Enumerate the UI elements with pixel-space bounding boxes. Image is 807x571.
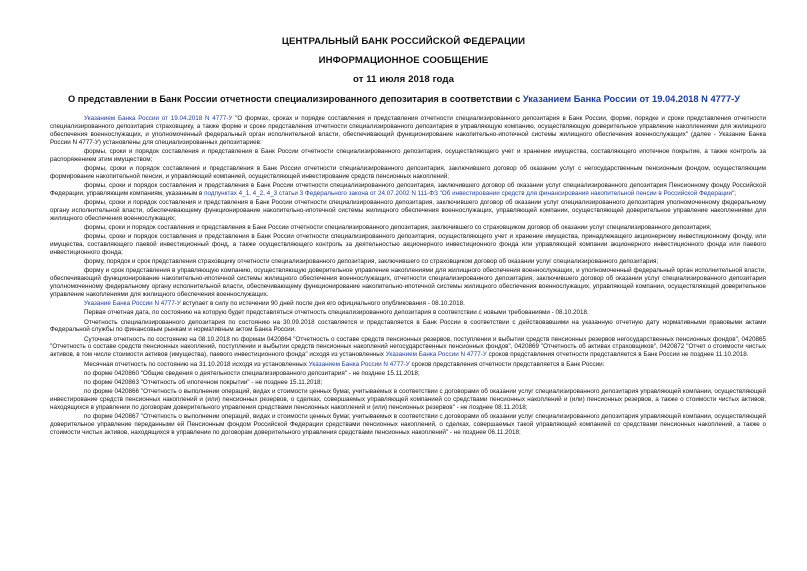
- paragraph-text: формы, сроки и порядок составления и представления в Банк России отчетности специализированного депозитария, осуществляющего учет и хранение имущества, принадлежащего акционерному инвестиционному фонду, или имущества, составляющего паевой инвестиционный фонд, а также осуществляющего контроль за деятельностью акционерного инвестиционного фонда или управляющей компании акционерного инвестиционного фонда или паевого инвестиционного фонда;: [50, 233, 766, 256]
- paragraph-text: Месячная отчетность по состоянию на 31.10.2018 исходя из установленных: [84, 360, 309, 368]
- paragraph-text: "О формах, сроках и порядке составления и представления отчетности специализированного депозитария в Банк России, форме, порядке и сроке представления отчетности специализированного депозитария страховщику, а также форме и сроке представления отчетности специализированного депозитария в управляющую компанию, осуществляющую доверительное управление накоплениями для жилищного обеспечения военнослужащих, и уполномоченный федеральный орган исполнительной власти, обеспечивающий функционирование накопительно-ипотечной системы жилищного обеспечения военнослужащих" (далее - Указание Банка России N 4777-У) установлены для специализированных депозитариев:: [50, 115, 767, 146]
- paragraph: [50, 336, 766, 360]
- paragraph: [50, 233, 766, 257]
- paragraph: [50, 370, 766, 378]
- document-title-link[interactable]: Указанием Банка России от 19.04.2018 N 4777-У: [522, 94, 741, 104]
- paragraph-text: формы, сроки и порядок составления и представления в Банк России отчетности специализированного депозитария, заключившего договор об оказании услуг с негосударственным пенсионным фондом, осуществляющим формирование накопительной пенсии, и управляющей компанией, осуществляющей инвестирование средств пенсионных накоплений;: [50, 164, 766, 180]
- paragraph: [50, 165, 766, 181]
- paragraph-text: формы, сроки и порядок составления и представления в Банк России отчетности специализированного депозитария, заключившего договор об оказании услуг специализированного депозитария уполномоченному федеральному органу исполнительной власти, обеспечивающему функционирование накопительно-ипотечной системы жилищного обеспечения военнослужащих, управляющей компании, осуществляющей доверительное управление накоплениями для жилищного обеспечения военнослужащих;: [50, 199, 766, 222]
- document-link[interactable]: Указанием Банка России N 4777-У: [308, 360, 410, 368]
- paragraph-text: формы, сроки и порядок составления и представления в Банк России отчетности специализированного депозитария, заключившего договор об оказании услуг специализированного депозитария Пенсионному фонду Российской Федерации, управляющим компаниям, указанным в: [50, 181, 766, 197]
- paragraph: [50, 388, 766, 412]
- document-title: [34, 94, 774, 104]
- paragraph: [50, 361, 766, 369]
- document-title-text: О представлении в Банк России отчетности специализированного депозитария в соответствии с: [67, 94, 523, 104]
- paragraph-text: ;: [734, 189, 736, 197]
- paragraph: [50, 300, 766, 308]
- paragraph: [50, 319, 766, 335]
- paragraph-text: сроков представления отчетности представляется в Банк России не позднее 11.10.2018.: [486, 351, 749, 359]
- paragraph-text: форму, порядок и срок представления страховщику отчетности специализированного депозитария, заключившего со страховщиком договор об оказании услуг специализированного депозитария;: [84, 258, 659, 266]
- paragraph-text: по форме 0420866 "Отчетность о выполнении операций, видах и стоимости ценных бумаг, учитываемых в соответствии с договорами об оказании услуг специализированного депозитария управляющей компании, осуществляющей инвестирование средств пенсионных накоплений и (или) пенсионных резервов, о сделках, совершаемых управляющей компанией со средствами пенсионных накоплений и (или) пенсионных резервов, а также о стоимости чистых активов, находящихся в управлении по договорам доверительного управления средствами пенсионных накоплений и (или) пенсионных резервов" - не позднее 08.11.2018;: [50, 388, 766, 411]
- paragraph-text: Отчетность специализированного депозитария по состоянию на 30.09.2018 составляется и представляется в Банк России в соответствии с действовавшими на указанную отчетную дату нормативными правовыми актами Федеральной службы по финансовым рынкам и нормативным актом Банка России.: [50, 318, 766, 334]
- document-link[interactable]: подпунктах 4_1, 4_2, 4_3 статьи 3 Федерального закона от 24.07.2002 N 111-ФЗ "Об инвестировании средств для финансирования накопительной пенсии в Российской Федерации": [204, 189, 735, 197]
- paragraph-text: по форме 0420860 "Общие сведения о деятельности специализированного депозитария" - не позднее 15.11.2018;: [84, 369, 420, 377]
- paragraph: [50, 148, 766, 164]
- paragraph: [50, 182, 766, 198]
- document-link[interactable]: Указание Банка России N 4777-У: [84, 300, 181, 308]
- document-type-heading: ИНФОРМАЦИОННОЕ СООБЩЕНИЕ: [318, 55, 489, 66]
- paragraph: [50, 258, 766, 266]
- paragraph-text: формы, сроки и порядок составления и представления в Банк России отчетности специализированного депозитария, осуществляющего учет и хранение имущества, составляющего ипотечное покрытие, а также контроль за распоряжением этим имуществом;: [50, 147, 766, 163]
- paragraph-text: форму и срок представления в управляющую компанию, осуществляющую доверительное управление накоплениями для жилищного обеспечения военнослужащих, и уполномоченный федеральный орган исполнительной власти, обеспечивающий функционирование накопительно-ипотечной системы жилищного обеспечения военнослужащих, отчетности специализированного депозитария, заключившего договор об оказании услуг специализированного депозитария уполномоченному федеральному органу исполнительной власти, обеспечивающему функционирование накопительно-ипотечной системы жилищного обеспечения военнослужащих, управляющей компании, осуществляющей доверительное управление накоплениями для жилищного обеспечения военнослужащих.: [50, 267, 766, 298]
- paragraph-text: Суточная отчетность по состоянию на 08.10.2018 по формам 0420864 "Отчетность о составе средств пенсионных резервов, поступлении и выбытии средств пенсионных резервов негосударственных пенсионных фондов", 0420865 "Отчетность о составе средств пенсионных накоплений, поступлении и выбытии средств пенсионных накоплений негосударственных пенсионных фондов", 0420869 "Отчетность об активах страховщиков", 0420872 "Отчет о стоимости чистых активов, в том числе стоимости активов (имущества), паевого инвестиционного фонда" исходя из установленных: [50, 335, 766, 359]
- paragraph: [50, 199, 766, 223]
- paragraph: [50, 267, 766, 298]
- document-date: от 11 июля 2018 года: [352, 74, 455, 85]
- paragraph: [50, 379, 766, 387]
- paragraph-text: сроков представления отчетности представляется в Банк России:: [409, 360, 605, 368]
- paragraph-text: вступает в силу по истечении 90 дней после дня его официального опубликования - 08.10.2018.: [180, 300, 465, 308]
- paragraph-text: Первая отчетная дата, по состоянию на которую будет представляться отчетность специализированного депозитария в соответствии с новыми требованиями - 08.10.2018.: [84, 309, 589, 317]
- document-link[interactable]: Указанием Банка России N 4777-У: [385, 351, 487, 359]
- paragraph-text: по форме 0420867 "Отчетность о выполнении операций, видах и стоимости ценных бумаг, учитываемых в соответствии с договорами об оказании услуг специализированного депозитария управляющей компании, осуществляющей доверительное управление переданными ей Пенсионным фондом Российской Федерации средствами пенсионных накоплений, о сделках, совершаемых такой управляющей компанией со средствами пенсионных накоплений, а также о стоимости чистых активов, находящихся в управлении по договорам доверительного управления средствами пенсионных накоплений" - не позднее 06.11.2018;: [50, 413, 766, 436]
- paragraph-text: по форме 0420863 "Отчетность об ипотечном покрытии" - не позднее 15.11.2018;: [84, 379, 323, 387]
- document-link[interactable]: Указанием Банка России от 19.04.2018 N 4777-У: [84, 115, 233, 122]
- document-body: [50, 115, 766, 438]
- paragraph: [50, 309, 766, 317]
- paragraph: [50, 413, 766, 437]
- paragraph-text: формы, сроки и порядок составления и представления в Банк России отчетности специализированного депозитария, заключившего со страховщиком договор об оказании услуг специализированного депозитария;: [84, 223, 712, 231]
- paragraph: [50, 224, 766, 232]
- organization-heading: ЦЕНТРАЛЬНЫЙ БАНК РОССИЙСКОЙ ФЕДЕРАЦИИ: [281, 36, 526, 47]
- paragraph: [50, 115, 766, 146]
